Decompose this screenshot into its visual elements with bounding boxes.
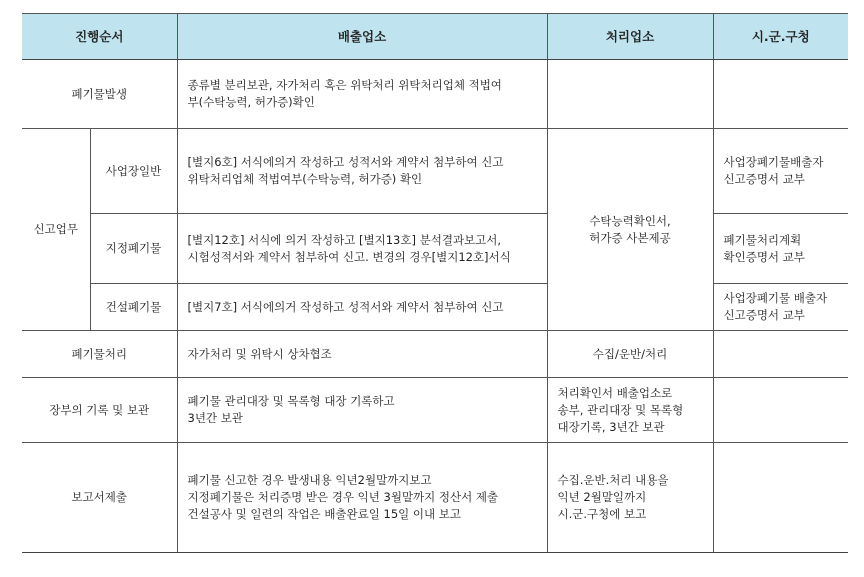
stage-processing: 폐기물처리 <box>22 331 177 378</box>
header-generator: 배출업소 <box>177 14 547 60</box>
text-line: 신고증명서 교부 <box>723 172 805 186</box>
stage-records: 장부의 기록 및 보관 <box>22 378 177 443</box>
text-line: 시.군.구청에 보고 <box>557 507 647 521</box>
city-processing <box>713 331 848 378</box>
generator-general <box>177 129 547 214</box>
generator-submission <box>177 443 547 553</box>
text-line: 처리확인서 배출업소로 <box>557 385 673 400</box>
generator-processing <box>177 331 547 378</box>
processor-report <box>547 129 713 331</box>
row-report-designated <box>22 214 848 284</box>
text-line: [별지12호] 서식에 의거 작성하고 [별지13호] 분석결과보고서, <box>187 232 502 247</box>
text-line: 대장기록, 3년간 보관 <box>557 419 665 434</box>
text-line: 폐기물처리계획 <box>723 232 802 247</box>
row-processing <box>22 331 848 378</box>
header-row <box>22 14 848 60</box>
text-line: 사업장폐기물배출자 <box>723 155 824 169</box>
header-city: 시.군.구청 <box>713 14 848 60</box>
sub-designated: 지정폐기물 <box>90 214 177 284</box>
sub-construction: 건설폐기물 <box>90 284 177 331</box>
text-line: 수탁능력확인서, <box>589 213 671 228</box>
text-line: 확인증명서 교부 <box>723 249 805 264</box>
text-line: 사업장폐기물 배출자 <box>723 291 828 305</box>
city-submission <box>713 443 848 553</box>
city-general <box>713 129 848 214</box>
generator-construction <box>177 284 547 331</box>
city-generation <box>713 60 848 129</box>
header-processor: 처리업소 <box>547 14 713 60</box>
text-line: 3년간 보관 <box>187 411 243 425</box>
header-stage: 진행순서 <box>22 14 177 60</box>
generator-generation <box>177 60 547 129</box>
processor-submission <box>547 443 713 553</box>
waste-procedure-table <box>22 13 848 553</box>
stage-generation: 폐기물발생 <box>22 60 177 129</box>
row-report-general <box>22 129 848 214</box>
row-records <box>22 378 848 443</box>
text-line: 수집/운반/처리 <box>592 346 668 361</box>
text-line: 폐기물 관리대장 및 목록형 대장 기록하고 <box>187 394 395 408</box>
text-line: 건설공사 및 일련의 작업은 배출완료일 15일 이내 보고 <box>187 507 462 521</box>
text-line: 송부, 관리대장 및 목록형 <box>557 402 684 417</box>
text-line: 폐기물 신고한 경우 발생내용 익년2월말까지보고 <box>187 473 432 487</box>
text-line: 종류별 분리보관, 자가처리 혹은 위탁처리 위탁처리업체 적법여 <box>187 78 502 92</box>
row-report-construction <box>22 284 848 331</box>
city-records <box>713 378 848 443</box>
row-submission <box>22 443 848 553</box>
stage-report: 신고업무 <box>22 129 90 331</box>
text-line: 익년 2월말일까지 <box>557 490 647 504</box>
city-construction <box>713 284 848 331</box>
text-line: 지정폐기물은 처리증명 받은 경우 익년 3월말까지 정산서 제출 <box>187 490 499 504</box>
generator-designated <box>177 214 547 284</box>
row-generation <box>22 60 848 129</box>
processor-processing <box>547 331 713 378</box>
text-line: 수집.운반.처리 내용을 <box>557 473 669 487</box>
city-designated <box>713 214 848 284</box>
text-line: 시험성적서와 계약서 첨부하여 신고. 변경의 경우[별지12호]서식 <box>187 249 511 264</box>
text-line: 위탁처리업체 적법여부(수탁능력, 허가증) 확인 <box>187 172 423 186</box>
text-line: [별지6호] 서식에의거 작성하고 성적서와 계약서 첨부하여 신고 <box>187 155 504 169</box>
processor-generation <box>547 60 713 129</box>
text-line: 신고증명서 교부 <box>723 308 805 322</box>
stage-submission: 보고서제출 <box>22 443 177 553</box>
processor-records <box>547 378 713 443</box>
generator-records <box>177 378 547 443</box>
text-line: 허가증 사본제공 <box>589 230 671 245</box>
sub-general: 사업장일반 <box>90 129 177 214</box>
text-line: 부(수탁능력, 허가증)확인 <box>187 95 315 109</box>
text-line: [별지7호] 서식에의거 작성하고 성적서와 계약서 첨부하여 신고 <box>187 299 504 314</box>
text-line: 자가처리 및 위탁시 상차협조 <box>187 346 332 361</box>
